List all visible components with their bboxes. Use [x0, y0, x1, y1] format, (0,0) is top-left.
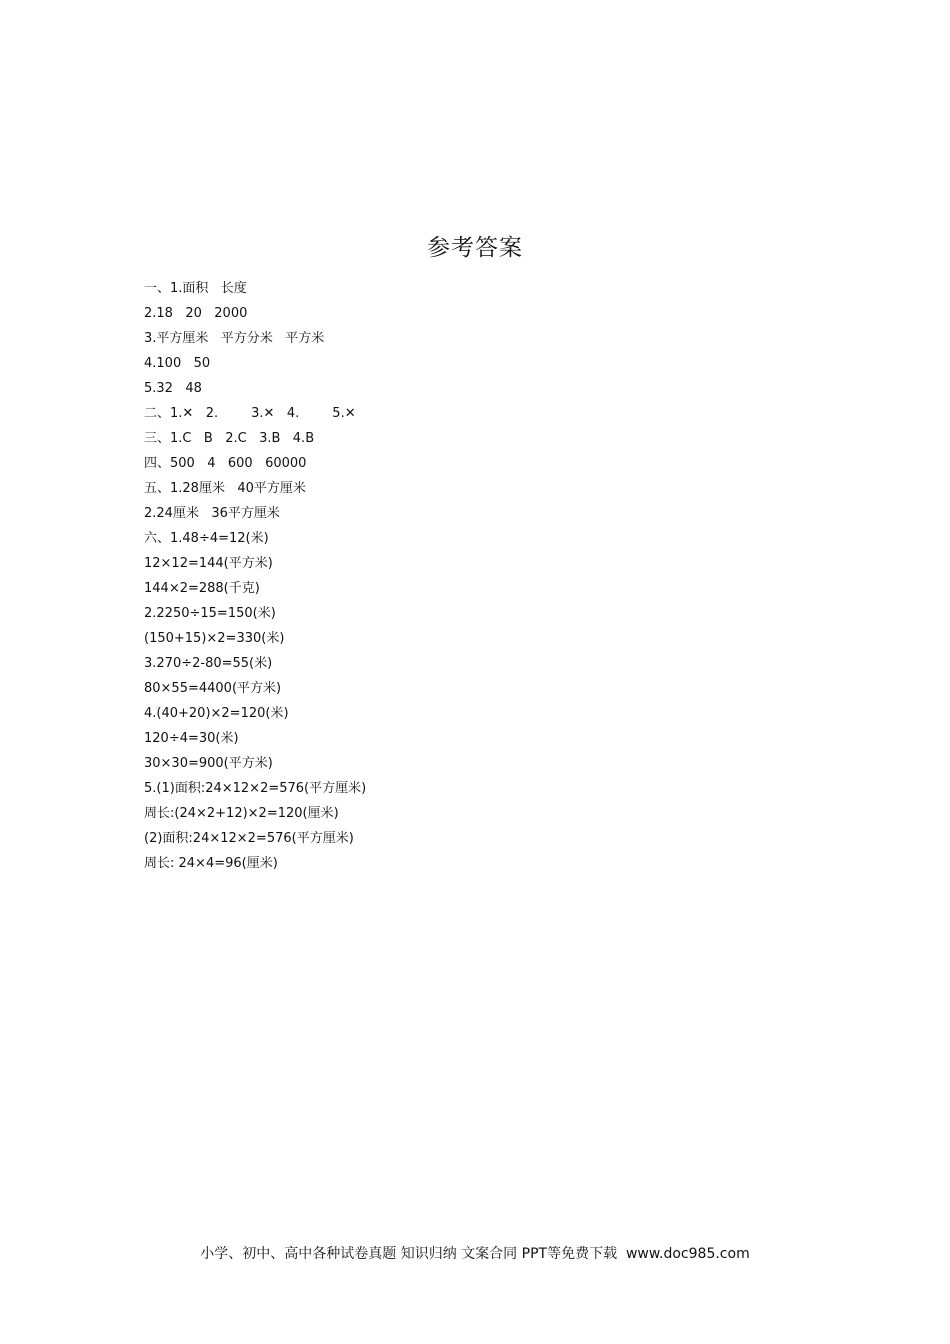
answer-list [144, 276, 844, 876]
answer-line: 四、500 4 600 60000 [144, 456, 307, 471]
answer-line: 3.270÷2-80=55(米) [144, 656, 273, 671]
answer-line: 2.18 20 2000 [144, 306, 248, 321]
answer-line: 三、1.C B 2.C 3.B 4.B [144, 431, 315, 446]
answer-line: (2)面积:24×12×2=576(平方厘米) [144, 831, 354, 846]
answer-line: 144×2=288(千克) [144, 581, 260, 596]
answer-line: 5.32 48 [144, 381, 202, 396]
answer-line: 80×55=4400(平方米) [144, 681, 282, 696]
answer-line: 二、1.✕ 2. 3.✕ 4. 5.✕ [144, 406, 356, 421]
answer-line: 5.(1)面积:24×12×2=576(平方厘米) [144, 781, 367, 796]
answer-line: 3.平方厘米 平方分米 平方米 [144, 331, 325, 346]
footer-watermark: 小学、初中、高中各种试卷真题 知识归纳 文案合同 PPT等免费下载 www.doc985.com [200, 1246, 750, 1262]
answer-line: 周长: 24×4=96(厘米) [144, 856, 278, 871]
answer-line: 周长:(24×2+12)×2=120(厘米) [144, 806, 339, 821]
answer-line: 12×12=144(平方米) [144, 556, 273, 571]
answer-line: (150+15)×2=330(米) [144, 631, 285, 646]
answer-line: 120÷4=30(米) [144, 731, 239, 746]
answer-line: 4.100 50 [144, 356, 211, 371]
answer-line: 4.(40+20)×2=120(米) [144, 706, 289, 721]
answer-line: 2.24厘米 36平方厘米 [144, 506, 280, 521]
page-title: 参考答案 [427, 235, 523, 261]
answer-line: 一、1.面积 长度 [144, 281, 247, 296]
answer-line: 30×30=900(平方米) [144, 756, 273, 771]
answer-line: 六、1.48÷4=12(米) [144, 531, 269, 546]
answer-line: 2.2250÷15=150(米) [144, 606, 276, 621]
answer-line: 五、1.28厘米 40平方厘米 [144, 481, 306, 496]
